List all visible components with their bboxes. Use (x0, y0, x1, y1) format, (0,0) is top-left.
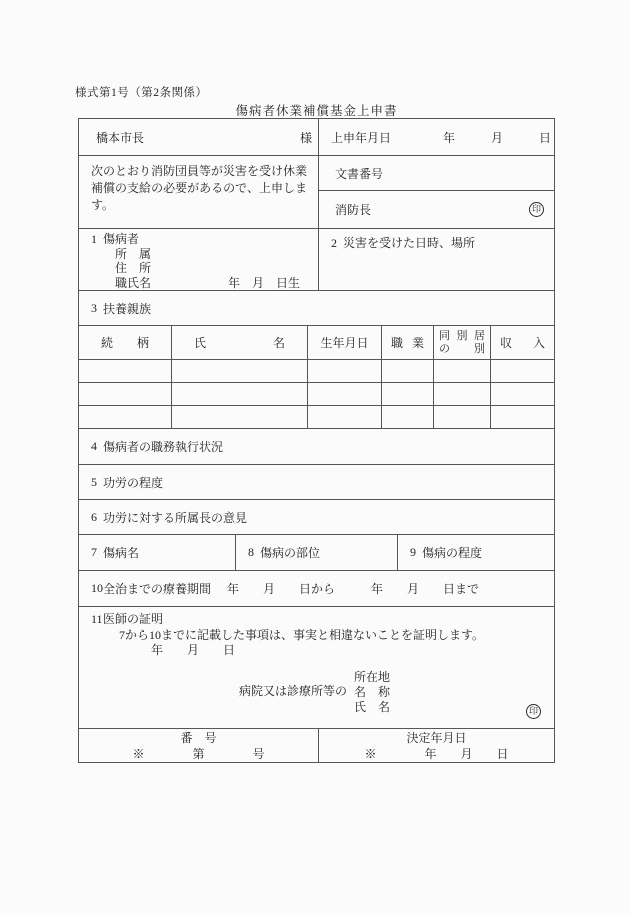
section-4-row (79, 429, 554, 465)
section-2-cell (319, 229, 554, 290)
injury-row (79, 535, 554, 571)
col-relationship-label: 続柄 (101, 336, 149, 350)
section-number: 9 (410, 545, 416, 559)
section-title: 災害を受けた日時、場所 (343, 236, 476, 250)
certificate-date-line: 年 月 日 (151, 643, 236, 657)
number-line: ※ 第 号 (132, 746, 265, 761)
col-name-header (172, 326, 308, 359)
col-income-label: 収入 (500, 336, 545, 350)
col-cohabitation-header (434, 326, 491, 359)
statement-row (79, 156, 554, 229)
family-table-header (79, 326, 554, 360)
birthdate-label: 年 月 日生 (228, 275, 301, 290)
footer-decision-cell (319, 729, 554, 762)
family-table-row (79, 383, 554, 406)
footer-number-cell (79, 729, 319, 762)
document-number-label: 文書番号 (335, 166, 384, 181)
section-title: 傷病の程度 (422, 546, 483, 560)
empty-cell (491, 383, 554, 405)
col-occupation-label: 職業 (391, 336, 424, 350)
section-title: 医師の証明 (103, 612, 164, 626)
family-table-row (79, 360, 554, 383)
section-5-row (79, 465, 554, 500)
empty-cell (308, 360, 382, 382)
day-label: 日 (539, 130, 552, 145)
col-name-label: 氏名 (194, 336, 285, 350)
fire-chief-cell (319, 191, 554, 228)
section-number: 2 (331, 236, 337, 250)
addressee-row (79, 119, 554, 156)
form-title: 傷病者休業補償基金上申書 (235, 104, 398, 118)
victim-row (79, 229, 554, 291)
section-number: 11 (91, 612, 103, 626)
empty-cell (491, 406, 554, 428)
section-1-cell (79, 229, 319, 290)
fire-chief-label: 消防長 (335, 203, 372, 217)
seal-icon: 印 (529, 202, 544, 217)
month-label: 月 (491, 130, 504, 145)
submission-date-cell (319, 119, 554, 155)
empty-cell (172, 360, 308, 382)
family-table-row (79, 406, 554, 429)
hospital-location-label: 所在地 (354, 669, 391, 684)
affiliation-label: 所 属 (115, 246, 152, 261)
addressee-cell (79, 119, 319, 155)
year-label: 年 (443, 130, 456, 145)
section-title: 傷病名 (103, 546, 140, 560)
col-relationship-header (79, 326, 172, 359)
doctor-name-label: 氏 名 (354, 699, 391, 714)
section-title: 扶養親族 (103, 301, 152, 316)
empty-cell (79, 383, 172, 405)
col-cohabitation-line2: の別 (439, 342, 485, 355)
empty-cell (434, 383, 491, 405)
section-number: 7 (91, 545, 97, 559)
name-label: 職氏名 (115, 275, 152, 290)
section-10-row (79, 571, 554, 607)
address-label: 住 所 (115, 261, 152, 275)
section-9-cell (398, 535, 554, 570)
right-header-cells (319, 156, 554, 228)
section-number: 10 (91, 581, 103, 595)
certify-statement: 7から10までに記載した事項は、事実と相違ないことを証明します。 (119, 627, 485, 642)
col-occupation-header (382, 326, 434, 359)
empty-cell (491, 360, 554, 382)
section-title: 傷病者の職務執行状況 (103, 440, 224, 454)
doctor-seal-icon: 印 (526, 704, 541, 719)
number-label: 番 号 (180, 730, 217, 745)
col-birthdate-header (308, 326, 382, 359)
col-income-header (491, 326, 554, 359)
empty-cell (79, 360, 172, 382)
empty-cell (434, 360, 491, 382)
hospital-field-labels (354, 670, 390, 715)
section-7-cell (79, 535, 236, 570)
col-birthdate-label: 生年月日 (320, 336, 369, 350)
section-8-cell (236, 535, 398, 570)
form-number-label: 様式第1号（第2条関係） (75, 87, 208, 99)
section-number: 6 (91, 509, 97, 524)
section-title: 全治までの療養期間 (103, 582, 212, 596)
empty-cell (382, 383, 434, 405)
section-title: 功労に対する所属長の意見 (103, 510, 248, 525)
section-title: 傷病の部位 (260, 546, 321, 560)
empty-cell (172, 383, 308, 405)
section-3-row (79, 291, 554, 326)
footer-row (79, 729, 554, 762)
empty-cell (382, 360, 434, 382)
empty-cell (434, 406, 491, 428)
section-number: 3 (91, 300, 97, 315)
honorific-label: 様 (299, 130, 312, 145)
empty-cell (308, 406, 382, 428)
section-11-row (79, 607, 554, 729)
recuperation-period-line: 年 月 日から 年 月 日まで (227, 582, 480, 596)
col-cohabitation-line1: 同別居 (439, 329, 485, 342)
submission-date-label: 上申年月日 (331, 130, 392, 145)
section-number: 1 (91, 232, 97, 246)
empty-cell (308, 383, 382, 405)
empty-cell (172, 406, 308, 428)
section-title: 傷病者 (103, 232, 140, 246)
empty-cell (382, 406, 434, 428)
section-number: 8 (248, 545, 254, 559)
empty-cell (79, 406, 172, 428)
decision-date-label: 決定年月日 (406, 730, 467, 745)
section-number: 5 (91, 474, 97, 489)
section-number: 4 (91, 439, 97, 453)
main-form-table (78, 118, 555, 763)
hospital-block (239, 670, 554, 715)
doctor-certificate-cell (79, 607, 554, 728)
section-6-row (79, 500, 554, 535)
addressee-label: 橋本市長 (96, 130, 145, 145)
statement-cell: 次のとおり消防団員等が災害を受け休業補償の支給の必要があるので、上申します。 (79, 156, 319, 228)
document-number-cell (319, 156, 554, 191)
hospital-label: 病院又は診療所等の (239, 684, 348, 699)
decision-line: ※ 年 月 日 (364, 746, 509, 761)
section-title: 功労の程度 (103, 475, 164, 490)
hospital-name-label: 名 称 (354, 684, 391, 699)
